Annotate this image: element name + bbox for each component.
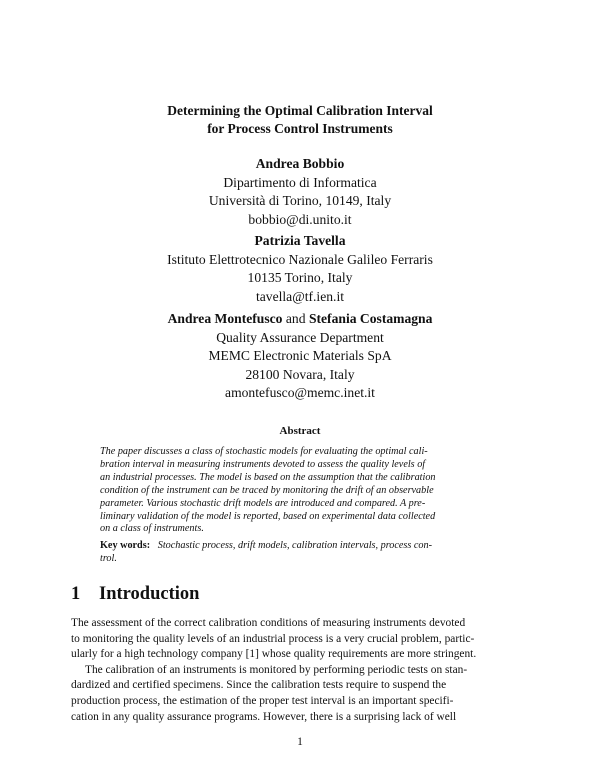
body-line: to monitoring the quality levels of an industrial process is a very crucial problem, partic- [71, 632, 475, 645]
author-email: bobbio@di.unito.it [248, 211, 352, 227]
keywords [100, 540, 500, 566]
abstract-line: The paper discusses a class of stochastic models for evaluating the optimal cali- [100, 446, 428, 457]
abstract-line: condition of the instrument can be traced by monitoring the drift of an observable [100, 484, 434, 496]
title-line-2: for Process Control Instruments [207, 121, 393, 136]
author-address: Università di Torino, 10149, Italy [208, 193, 392, 208]
author-name: Patrizia Tavella [254, 233, 346, 248]
abstract-line: on a class of instruments. [100, 523, 204, 535]
section-title: Introduction [99, 584, 200, 604]
body-line: The assessment of the correct calibration conditions of measuring instruments devoted [71, 617, 466, 629]
section-heading [71, 584, 199, 605]
author-company: MEMC Electronic Materials SpA [208, 348, 392, 363]
abstract-heading: Abstract [279, 425, 321, 437]
author-block-3 [0, 310, 600, 403]
author-name: Andrea Montefusco [167, 311, 283, 326]
author-conjunction: and [285, 311, 306, 326]
abstract-line: an industrial processes. The model is based on the assumption that the calibration [100, 471, 436, 483]
section-number: 1 [71, 584, 81, 604]
abstract-line: parameter. Various stochastic drift models are introduced and compared. A pre- [100, 497, 426, 509]
keywords-text: Stochastic process, drift models, calibration intervals, process con- [157, 540, 433, 551]
keywords-label: Key words: [100, 540, 151, 551]
author-department: Dipartimento di Informatica [223, 174, 377, 190]
author-department: Istituto Elettrotecnico Nazionale Galileo Ferraris [167, 251, 433, 267]
abstract-line: liminary validation of the model is reported, based on experimental data collected [100, 510, 436, 522]
author-block-2 [0, 232, 600, 306]
author-names-line [0, 310, 600, 329]
author-address: 28100 Novara, Italy [245, 366, 355, 382]
body-line: cation in any quality assurance programs. However, there is a surprising lack of well [71, 710, 457, 723]
author-department: Quality Assurance Department [216, 329, 384, 345]
author-email: amontefusco@memc.inet.it [225, 385, 375, 400]
author-name: Stefania Costamagna [308, 311, 433, 326]
body-line: production process, the estimation of the proper test interval is an important specifi- [71, 694, 454, 707]
author-email: tavella@tf.ien.it [255, 288, 344, 304]
author-block-1 [0, 155, 600, 229]
body-line: The calibration of an instruments is monitored by performing periodic tests on stan- [85, 663, 468, 676]
author-name: Andrea Bobbio [255, 156, 345, 171]
page-number: 1 [297, 736, 303, 748]
title-line-1: Determining the Optimal Calibration Interval [167, 103, 433, 118]
body-line: dardized and certified specimens. Since the calibration tests require to suspend the [71, 679, 447, 692]
abstract-text [100, 446, 500, 536]
keywords-text-cont: trol. [100, 552, 117, 564]
body-line: ularly for a high technology company [1] whose quality requirements are more stringent. [71, 648, 477, 661]
author-address: 10135 Torino, Italy [247, 270, 353, 285]
section-body [71, 616, 529, 725]
abstract-line: bration interval in measuring instruments devoted to assess the quality levels of [100, 458, 426, 470]
paper-title [0, 102, 600, 138]
